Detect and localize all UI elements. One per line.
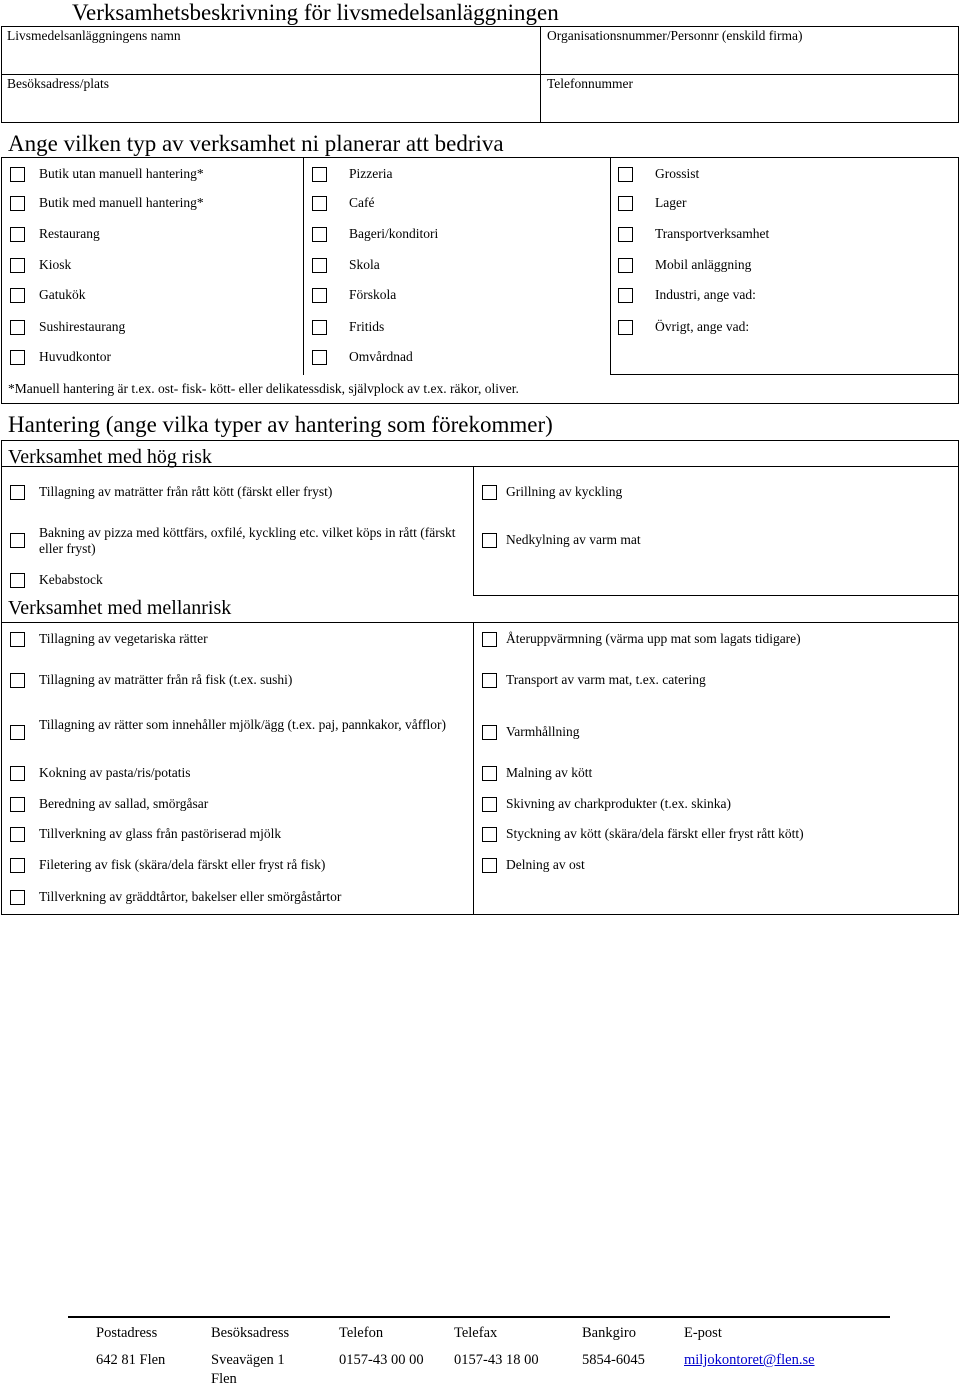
footer-value: 0157-43 00 00 — [339, 1352, 424, 1368]
medium-risk-option-checkbox[interactable] — [482, 766, 497, 781]
type-option-checkbox[interactable] — [312, 196, 327, 211]
type-option-checkbox[interactable] — [312, 227, 327, 242]
medium-risk-option-label: Malning av kött — [506, 765, 593, 780]
type-option-label: Butik med manuell hantering* — [39, 195, 204, 210]
medium-risk-option-label: Skivning av charkprodukter (t.ex. skinka) — [506, 796, 731, 811]
type-option-checkbox[interactable] — [10, 196, 25, 211]
type-option-label: Sushirestaurang — [39, 319, 126, 334]
medium-risk-option-label: Tillagning av rätter som innehåller mjölk/ägg (t.ex. paj, pannkakor, våfflor) — [39, 717, 446, 732]
medium-risk-option-label: Tillagning av vegetariska rätter — [39, 631, 208, 646]
type-option-checkbox[interactable] — [618, 288, 633, 303]
type-option-checkbox[interactable] — [618, 320, 633, 335]
type-option-label: Kiosk — [39, 257, 72, 272]
high-risk-heading: Verksamhet med hög risk — [8, 446, 212, 468]
type-option-label: Butik utan manuell hantering* — [39, 166, 204, 181]
type-option-checkbox[interactable] — [10, 288, 25, 303]
medium-risk-option-label: Varmhållning — [506, 724, 580, 739]
type-option-checkbox[interactable] — [618, 258, 633, 273]
high-risk-option-checkbox[interactable] — [10, 573, 25, 588]
high-risk-option-checkbox[interactable] — [482, 485, 497, 500]
type-option-label: Bageri/konditori — [349, 226, 439, 241]
type-option-checkbox[interactable] — [312, 258, 327, 273]
type-option-label: Fritids — [349, 319, 385, 334]
type-option-label: Grossist — [655, 166, 700, 181]
header-fields-vdivider — [540, 26, 541, 123]
medium-risk-option-label: Tillverkning av gräddtårtor, bakelser eller smörgåstårtor — [39, 889, 342, 904]
medium-risk-option-label: Filetering av fisk (skära/dela färskt eller fryst rå fisk) — [39, 857, 326, 872]
medium-risk-col-divider — [473, 622, 474, 915]
name-field-label[interactable]: Livsmedelsanläggningens namn — [7, 28, 181, 43]
medium-risk-option-checkbox[interactable] — [10, 890, 25, 905]
type-option-label: Huvudkontor — [39, 349, 111, 364]
type-option-checkbox[interactable] — [618, 227, 633, 242]
type-option-label: Mobil anläggning — [655, 257, 752, 272]
type-option-label: Lager — [655, 195, 687, 210]
type-section-heading: Ange vilken typ av verksamhet ni planerar att bedriva — [8, 131, 504, 156]
medium-risk-option-label: Tillverkning av glass från pastöriserad mjölk — [39, 826, 282, 841]
high-risk-col-divider — [473, 466, 474, 596]
type-footnote-divider — [610, 374, 959, 375]
address-field-label[interactable]: Besöksadress/plats — [7, 76, 109, 91]
high-risk-option-label: Tillagning av maträtter från rått kött (färskt eller fryst) — [39, 484, 333, 499]
type-option-checkbox[interactable] — [10, 227, 25, 242]
medium-risk-option-label: Transport av varm mat, t.ex. catering — [506, 672, 706, 687]
type-option-checkbox[interactable] — [312, 350, 327, 365]
medium-risk-option-checkbox[interactable] — [10, 797, 25, 812]
phone-field-label[interactable]: Telefonnummer — [547, 76, 634, 91]
medium-risk-option-checkbox[interactable] — [10, 725, 25, 740]
type-option-label: Café — [349, 195, 375, 210]
high-risk-option-label: Grillning av kyckling — [506, 484, 623, 499]
footer-value: 0157-43 18 00 — [454, 1352, 539, 1368]
type-option-label: Omvårdnad — [349, 349, 413, 364]
high-risk-bottom-line — [473, 595, 959, 596]
medium-risk-option-checkbox[interactable] — [10, 858, 25, 873]
type-col-divider-1 — [303, 157, 304, 375]
high-risk-option-label: Bakning av pizza med köttfärs, oxfilé, kyckling etc. vilket köps in rått (färskt eller fryst) — [39, 525, 456, 556]
medium-risk-option-checkbox[interactable] — [482, 827, 497, 842]
footer-header: E-post — [684, 1325, 722, 1341]
footer-header: Bankgiro — [582, 1325, 636, 1341]
type-option-label: Pizzeria — [349, 166, 393, 181]
type-option-checkbox[interactable] — [312, 320, 327, 335]
footer-rule — [68, 1316, 890, 1318]
type-option-checkbox[interactable] — [618, 196, 633, 211]
type-option-checkbox[interactable] — [618, 167, 633, 182]
type-option-label: Gatukök — [39, 287, 86, 302]
footer-header: Telefon — [339, 1325, 384, 1341]
medium-risk-header-line — [1, 622, 959, 623]
type-option-label: Industri, ange vad: — [655, 287, 756, 302]
type-option-checkbox[interactable] — [10, 167, 25, 182]
footer-header: Telefax — [454, 1325, 498, 1341]
high-risk-option-label: Nedkylning av varm mat — [506, 532, 641, 547]
medium-risk-option-label: Styckning av kött (skära/dela färskt eller fryst rått kött) — [506, 826, 804, 841]
medium-risk-option-checkbox[interactable] — [10, 827, 25, 842]
footer-value: 642 81 Flen — [96, 1352, 166, 1368]
page-title: Verksamhetsbeskrivning för livsmedelsanläggningen — [72, 0, 559, 25]
medium-risk-heading: Verksamhet med mellanrisk — [8, 597, 232, 619]
type-option-checkbox[interactable] — [10, 350, 25, 365]
type-option-label: Förskola — [349, 287, 397, 302]
medium-risk-option-label: Kokning av pasta/ris/potatis — [39, 765, 191, 780]
org-field-label[interactable]: Organisationsnummer/Personnr (enskild firma) — [547, 28, 803, 43]
type-footnote: *Manuell hantering är t.ex. ost- fisk- kött- eller delikatessdisk, självplock av t.ex. räkor, oliver. — [8, 381, 519, 396]
footer-value: 5854-6045 — [582, 1352, 645, 1368]
type-option-checkbox[interactable] — [312, 167, 327, 182]
footer-header: Postadress — [96, 1325, 158, 1341]
type-col-divider-2 — [610, 157, 611, 375]
medium-risk-option-checkbox[interactable] — [10, 766, 25, 781]
high-risk-option-checkbox[interactable] — [10, 533, 25, 548]
footer-value: Sveavägen 1 Flen — [211, 1352, 285, 1387]
header-fields-divider — [1, 74, 959, 75]
type-option-label: Restaurang — [39, 226, 100, 241]
medium-risk-option-label: Delning av ost — [506, 857, 585, 872]
high-risk-option-checkbox[interactable] — [482, 533, 497, 548]
medium-risk-option-label: Beredning av sallad, smörgåsar — [39, 796, 209, 811]
type-option-label: Övrigt, ange vad: — [655, 319, 750, 334]
high-risk-option-label: Kebabstock — [39, 572, 103, 587]
footer-header: Besöksadress — [211, 1325, 290, 1341]
type-option-checkbox[interactable] — [10, 258, 25, 273]
medium-risk-option-checkbox[interactable] — [10, 632, 25, 647]
type-option-checkbox[interactable] — [10, 320, 25, 335]
medium-risk-option-checkbox[interactable] — [482, 797, 497, 812]
medium-risk-option-label: Tillagning av maträtter från rå fisk (t.ex. sushi) — [39, 672, 293, 687]
type-option-checkbox[interactable] — [312, 288, 327, 303]
type-option-label: Skola — [349, 257, 380, 272]
medium-risk-option-label: Återuppvärmning (värma upp mat som lagats tidigare) — [506, 631, 801, 646]
medium-risk-option-checkbox[interactable] — [10, 673, 25, 688]
medium-risk-option-checkbox[interactable] — [482, 632, 497, 647]
medium-risk-option-checkbox[interactable] — [482, 858, 497, 873]
medium-risk-option-checkbox[interactable] — [482, 725, 497, 740]
high-risk-option-checkbox[interactable] — [10, 485, 25, 500]
handling-heading: Hantering (ange vilka typer av hantering som förekommer) — [8, 412, 553, 437]
medium-risk-option-checkbox[interactable] — [482, 673, 497, 688]
footer-email-link[interactable]: miljokontoret@flen.se — [684, 1352, 815, 1368]
type-option-label: Transportverksamhet — [655, 226, 770, 241]
